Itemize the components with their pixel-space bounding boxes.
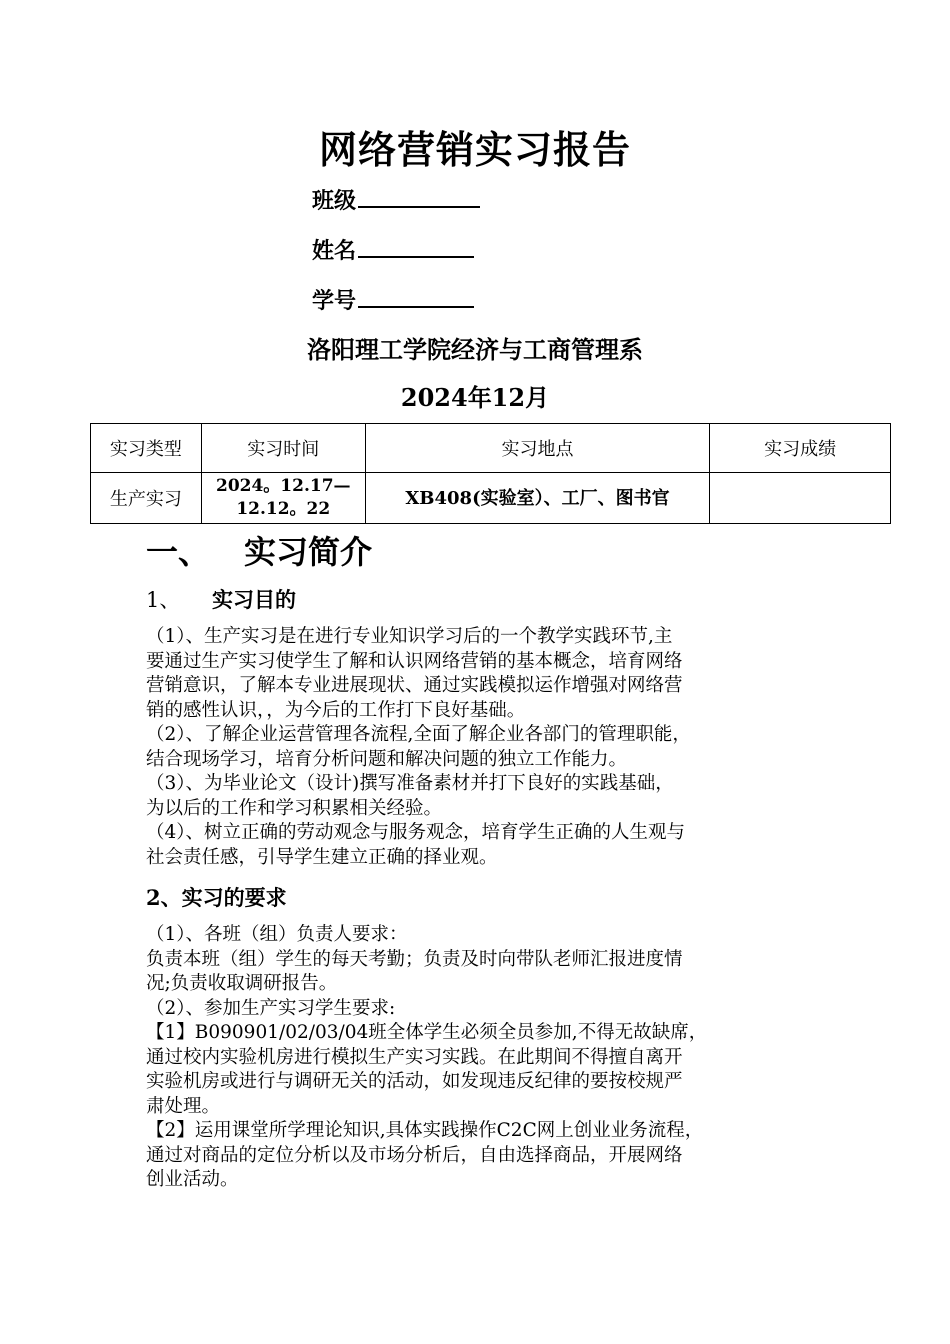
cell-location: XB408(实验室）、工厂、图书官 [365, 473, 710, 524]
page-title: 网络营销实习报告 [318, 127, 631, 172]
text-line: 营销意识，了解本专业进展现状、通过实践模拟运作增强对网络营 [146, 675, 683, 696]
student-id-blank [358, 284, 474, 308]
cell-time-line2: 12.12。22 [236, 499, 331, 519]
text-line: 【2】运用课堂所学理论知识,具体实践操作C2C网上创业业务流程， [146, 1120, 704, 1141]
text-line: 通过校内实验机房进行模拟生产实习实践。在此期间不得擅自离开 [146, 1046, 683, 1068]
text-line: 实验机房或进行与调研无关的活动，如发现违反纪律的要按校规严 [146, 1071, 683, 1092]
class-label: 班级 [312, 188, 357, 214]
name-field [312, 234, 474, 266]
text-line: 为以后的工作和学习积累相关经验。 [146, 797, 443, 819]
header-type: 实习类型 [91, 424, 202, 473]
subsection-heading-requirements: 2、实习的要求 [146, 885, 287, 910]
student-id-label: 学号 [312, 288, 357, 314]
text-line: 肃处理。 [146, 1095, 221, 1117]
text-line: 况;负责收取调研报告。 [146, 973, 338, 994]
text-line: （1）、生产实习是在进行专业知识学习后的一个教学实践环节,主 [146, 626, 673, 647]
department-name: 洛阳理工学院经济与工商管理系 [307, 335, 643, 364]
cell-score [710, 473, 891, 524]
header-location: 实习地点 [365, 424, 710, 473]
section-title: 实习简介 [244, 533, 373, 571]
text-line: 要通过生产实习使学生了解和认识网络营销的基本概念，培育网络 [146, 650, 683, 672]
table-header-row [91, 424, 891, 473]
text-line: 结合现场学习，培育分析问题和解决问题的独立工作能力。 [146, 748, 628, 770]
purpose-paragraphs [146, 625, 826, 870]
text-line: 创业活动。 [146, 1169, 239, 1190]
section-number: 一、 [146, 533, 211, 571]
report-date: 2024年12月 [400, 383, 550, 412]
subsection-number: 1、 [146, 588, 181, 612]
text-line: （2）、参加生产实习学生要求: [146, 997, 396, 1019]
class-field [312, 184, 480, 216]
cell-time [201, 473, 365, 524]
cell-type: 生产实习 [91, 473, 202, 524]
table-row [91, 473, 891, 524]
class-blank [358, 184, 480, 208]
requirements-paragraphs [146, 923, 826, 1193]
text-line: （4）、树立正确的劳动观念与服务观念，培育学生正确的人生观与 [146, 822, 686, 843]
header-score: 实习成绩 [710, 424, 891, 473]
text-line: 通过对商品的定位分析以及市场分析后，自由选择商品，开展网络 [146, 1144, 683, 1166]
student-id-field [312, 284, 474, 316]
text-line: 销的感性认识，，为今后的工作打下良好基础。 [146, 699, 526, 721]
section-heading-intro [146, 530, 372, 574]
subsection-title: 实习目的 [212, 587, 296, 612]
text-line: 负责本班（组）学生的每天考勤；负责及时向带队老师汇报进度情 [146, 948, 683, 970]
subsection-heading-purpose [146, 585, 296, 615]
header-time: 实习时间 [201, 424, 365, 473]
text-line: （1）、各班（组）负责人要求： [146, 924, 408, 945]
text-line: （3）、为毕业论文（设计)撰写准备素材并打下良好的实践基础， [146, 773, 674, 794]
text-line: 社会责任感，引导学生建立正确的择业观。 [146, 846, 498, 868]
internship-info-table [90, 423, 891, 524]
text-line: （2）、了解企业运营管理各流程,全面了解企业各部门的管理职能， [146, 724, 691, 745]
text-line: 【1】B090901/02/03/04班全体学生必须全员参加,不得无故缺席， [146, 1022, 708, 1043]
cell-time-line1: 2024。12.17— [215, 476, 351, 496]
name-blank [358, 234, 474, 258]
name-label: 姓名 [312, 238, 357, 264]
